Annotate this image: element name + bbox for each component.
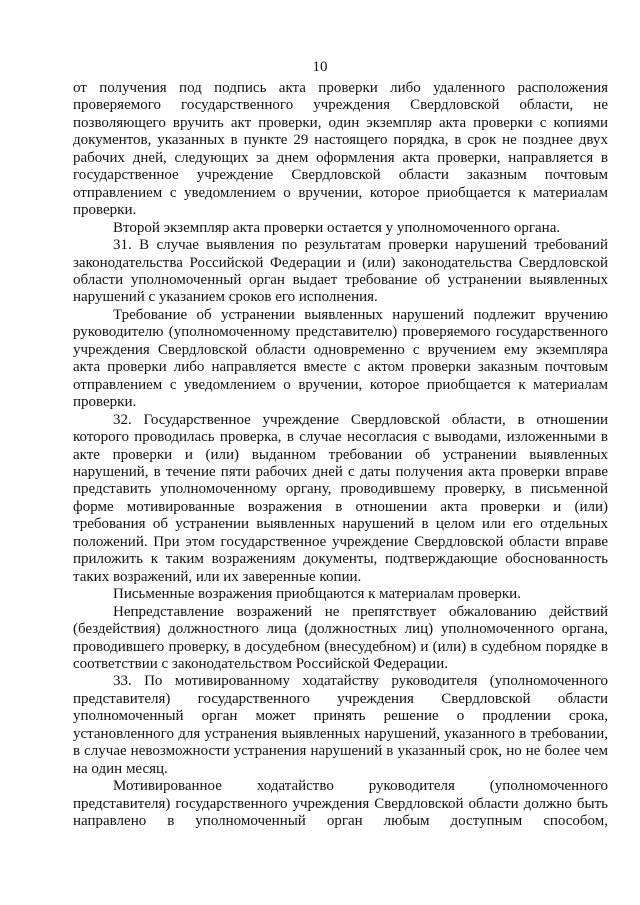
paragraph-written-objections: Письменные возражения приобщаются к материалам проверки. — [113, 586, 521, 603]
paragraph-requirement-delivery: Требование об устранении выявленных нарушений подлежит вручению руководителю (уполномоченному представителю) проверяемого государственного учреждения Свердловской области одновременно с вручением ему экземпляра акта проверки либо направляется вместе с актом проверки заказным почтовым отправлением с уведомлением о вручении, которое приобщается к материалам проверки. — [73, 306, 608, 411]
paragraph-non-submission: Непредставление возражений не препятствует обжалованию действий (бездействия) должностного лица (должностных лиц) уполномоченного органа, проводившего проверку, в досудебном (внесудебном) и (или) в судебном порядке в соответствии с законодательством Российской Федерации. — [73, 603, 608, 672]
paragraph-petition: Мотивированное ходатайство руководителя (уполномоченного представителя) государственного учреждения Свердловской области должно быть направлено в уполномоченный орган любым доступным способом, — [73, 778, 608, 830]
paragraph-item-33: 33. По мотивированному ходатайству руководителя (уполномоченного представителя) государственного учреждения Свердловской области уполномоченный орган может принять решение о продлении срока, установленного для устранения выявленных нарушений, указанного в требовании, в случае невозможности устранения нарушений в указанный срок, но не более чем на один месяц. — [73, 673, 608, 777]
paragraph-continuation: от получения под подпись акта проверки либо удаленного расположения проверяемого государственного учреждения Свердловской области, не позволяющего вручить акт проверки, один экземпляр акта проверки с копиями документов, указанных в пункте 29 настоящего порядка, в срок не позднее двух рабочих дней, следующих за днем оформления акта проверки, направляется в государственное учреждение Свердловской области заказным почтовым отправлением с уведомлением о вручении, которое приобщается к материалам проверки. — [73, 80, 608, 219]
paragraph-item-31: 31. В случае выявления по результатам проверки нарушений требований законодательства Российской Федерации и (или) законодательства Свердловской области уполномоченный орган выдает требование об устранении выявленных нарушений с указанием сроков его исполнения. — [73, 237, 608, 306]
page-number: 10 — [312, 59, 328, 75]
paragraph-second-copy: Второй экземпляр акта проверки остается у уполномоченного органа. — [113, 219, 561, 236]
paragraph-item-32: 32. Государственное учреждение Свердловской области, в отношении которого проводилась проверка, в случае несогласия с выводами, изложенными в акте проверки и (или) выданном требовании об устранении выявленных нарушений, в течение пяти рабочих дней с даты получения акта проверки вправе представить уполномоченному органу, проводившему проверку, в письменной форме мотивированные возражения в отношении акта проверки и (или) требования об устранении выявленных нарушений в целом или его отдельных положений. При этом государственное учреждение Свердловской области вправе приложить к таким возражениям документы, подтверждающие обоснованность таких возражений, или их заверенные копии. — [73, 411, 608, 585]
document-body — [73, 80, 608, 830]
